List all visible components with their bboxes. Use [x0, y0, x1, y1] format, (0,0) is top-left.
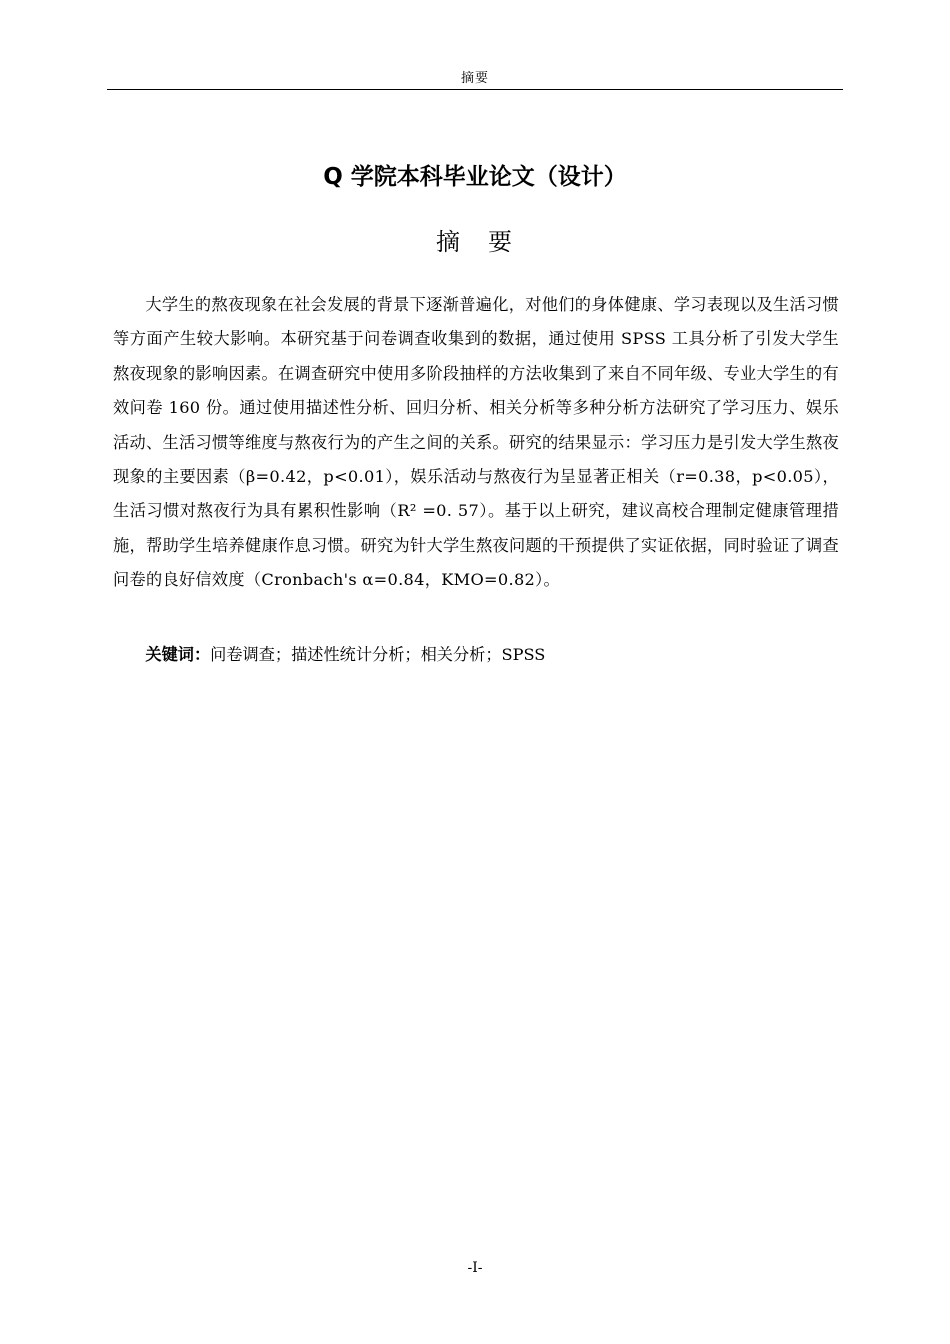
keywords-label: 关键词： — [145, 645, 211, 664]
page-number: -I- — [467, 1260, 483, 1276]
thesis-title: Q 学院本科毕业论文（设计） — [323, 164, 627, 190]
abstract-body: 大学生的熬夜现象在社会发展的背景下逐渐普遍化，对他们的身体健康、学习表现以及生活习惯等方面产生较大影响。本研究基于问卷调查收集到的数据，通过使用 SPSS 工具分析了引发大学生熬夜现象的影响因素。在调查研究中使用多阶段抽样的方法收集到了来自不同年级、专业大学生的有效问卷 160 份。通过使用描述性分析、回归分析、相关分析等多种分析方法研究了学习压力、娱乐活动、生活习惯等维度与熬夜行为的产生之间的关系。研究的结果显示：学习压力是引发大学生熬夜现象的主要因素（β=0.42，p<0.01），娱乐活动与熬夜行为呈显著正相关（r=0.38，p<0.05），生活习惯对熬夜行为具有累积性影响（R² =0. 57）。基于以上研究，建议高校合理制定健康管理措施，帮助学生培养健康作息习惯。研究为针大学生熬夜问题的干预提供了实证依据，同时验证了调查问卷的良好信效度（Cronbach's α=0.84，KMO=0.82）。 — [113, 295, 839, 590]
header-rule — [107, 89, 843, 90]
keywords-text: 问卷调查；描述性统计分析；相关分析；SPSS — [210, 645, 546, 664]
abstract-heading: 摘 要 — [436, 228, 514, 256]
running-header: 摘要 — [460, 71, 489, 86]
keywords-line — [113, 638, 839, 672]
